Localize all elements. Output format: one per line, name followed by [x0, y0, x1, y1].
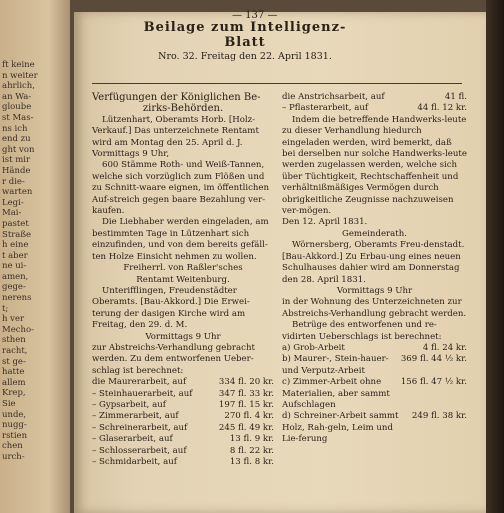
- gutter-line: ahrlich,: [2, 81, 35, 92]
- gutter-line: Mai-: [2, 208, 22, 219]
- notice-craftsmen: Indem die betreffende Handwerks-leute zu dieser Verhandlung hiedurch eingeladen werden, wird bemerkt, daß bei derselben nur solche Handwerks-leute werden zugelassen werden, welche sich über Tüchtigkeit, Rechtschaffenheit und verhältnißmäßiges Vermögen durch obrigkeitliche Zeugnisse nachzuweisen ver-mögen.: [282, 114, 467, 217]
- header-rule: [92, 83, 462, 84]
- cost-label: – Schmidarbeit, auf: [92, 457, 177, 467]
- council-signature: Gemeinderath.: [341, 228, 407, 239]
- cost-value: 347 fl. 33 kr.: [218, 388, 274, 399]
- book-edge: [486, 0, 504, 513]
- gutter-text: [2, 60, 42, 463]
- gutter-line: nerens: [2, 293, 32, 304]
- cost-row: [92, 434, 274, 445]
- cost-value: 44 fl. 12 kr.: [417, 103, 467, 114]
- cost-label: a) Grob-Arbeit: [282, 342, 345, 353]
- time-line-2: Vormittags 9 Uhr: [336, 285, 413, 296]
- cost-label: – Glaserarbeit, auf: [92, 434, 173, 445]
- cost-label: die Anstrichsarbeit, auf: [282, 92, 385, 102]
- notice-unterifflingen-2: zur Abstreichs-Verhandlung gebracht werden. Zu dem entworfenen Ueber-schlag ist berechnet:: [92, 342, 255, 376]
- cost-label: d) Schreiner-Arbeit sammt Holz, Rah-geln, Leim und Lie-ferung: [282, 411, 399, 445]
- notice-woernersberg: Wörnersberg, Oberamts Freu-denstadt. [Bau-Akkord.] Zu Erbau-ung eines neuen Schulhauses dahier wird am Donnerstag den 28. April 1831.: [282, 240, 465, 285]
- gutter-line: st Mas-: [2, 112, 34, 123]
- cost-row: [282, 343, 467, 354]
- cost-row: [92, 411, 274, 422]
- cost-label: – Steinhauerarbeit, auf: [92, 388, 193, 399]
- newspaper-title: Beilage zum Intelligenz-Blatt: [143, 20, 347, 50]
- cost-value: 245 fl. 49 kr.: [218, 422, 274, 433]
- gutter-line: n weiter: [2, 70, 38, 81]
- notice-luetzenhart-2: 600 Stämme Roth- und Weiß-Tannen, welche sich vorzüglich zum Flößen und zu Schnitt-waare eignen, im öffentlichen Auf-streich gegen baare Bezahlung ver-kaufen.: [92, 160, 270, 217]
- gutter-line: hatte: [2, 367, 25, 378]
- gutter-line: amen,: [2, 271, 29, 282]
- cost-list-left: [92, 377, 274, 468]
- cost-value: 13 fl. 8 kr.: [229, 457, 274, 467]
- time-line: Vormittags 9 Uhr: [145, 331, 221, 342]
- page-number: — 137 —: [232, 10, 278, 21]
- gutter-line: Mecho-: [2, 324, 34, 335]
- masthead: [130, 20, 360, 62]
- cost-row: [92, 423, 274, 434]
- cost-value: 156 fl. 47 ½ kr.: [400, 377, 467, 388]
- gutter-line: ft keine: [2, 60, 35, 70]
- gutter-line: ist mir: [2, 155, 31, 166]
- cost-label: c) Zimmer-Arbeit ohne Materialien, aber sammt Aufschlagen: [282, 377, 390, 410]
- gutter-line: Straße: [2, 229, 32, 240]
- gutter-line: gege-: [2, 282, 26, 293]
- gutter-line: allem: [2, 377, 26, 388]
- cost-list-right-top: [282, 92, 467, 115]
- gutter-line: Krep,: [2, 388, 26, 399]
- cost-row: [92, 400, 274, 411]
- cost-row: [92, 377, 274, 388]
- left-column: [92, 92, 274, 468]
- gutter-line: Legi-: [2, 197, 24, 208]
- cost-row: [92, 446, 274, 457]
- gutter-line: gloube: [2, 102, 32, 113]
- gutter-line: urch-: [2, 451, 25, 462]
- section-heading-2: zirks-Behörden.: [142, 103, 224, 115]
- cost-label: – Zimmerarbeit, auf: [92, 411, 179, 422]
- signature-2: Rentamt Weitenburg.: [136, 274, 230, 285]
- gutter-line: t;: [2, 303, 9, 314]
- cost-value: 41 fl.: [444, 92, 467, 102]
- issue-line: Nro. 32. Freitag den 22. April 1831.: [158, 51, 332, 62]
- gutter-line: an Wa-: [2, 91, 32, 102]
- notice-unterifflingen: Unterifflingen, Freudenstädter Oberamts. [Bau-Akkord.] Die Erwei-terung der dasigen Kirche wird am Freitag, den 29. d. M.: [92, 285, 250, 331]
- notice-woernersberg-3: Betrüge des entworfenen und re-vidirten Ueberschlags ist berechnet:: [282, 320, 442, 342]
- cost-list-right: [282, 343, 467, 446]
- gutter-line: unde,: [2, 409, 27, 420]
- cost-value: 249 fl. 38 kr.: [411, 411, 467, 422]
- gutter-line: Sie: [2, 399, 16, 409]
- cost-row: [92, 457, 274, 468]
- gutter-line: h ver: [2, 314, 25, 325]
- cost-label: die Maurerarbeit, auf: [92, 377, 187, 388]
- cost-label: – Schreinerarbeit, auf: [92, 422, 188, 433]
- section-heading: Verfügungen der Königlichen Be-: [92, 92, 261, 103]
- cost-row: [282, 92, 467, 103]
- notice-woernersberg-2: in der Wohnung des Unterzeichneten zur Abstreichs-Verhandlung gebracht werden.: [282, 297, 467, 319]
- gutter-line: pastet: [2, 218, 29, 229]
- gutter-line: ght von: [2, 144, 35, 155]
- gutter-line: r die-: [2, 176, 25, 187]
- right-column: [282, 92, 467, 446]
- gutter-line: racht,: [2, 346, 28, 357]
- gutter-line: nugg-: [2, 420, 27, 431]
- signature-1: Freiherrl. von Raßler'sches: [123, 263, 243, 274]
- cost-value: 369 fl. 44 ½ kr.: [400, 354, 467, 365]
- cost-row: [282, 103, 467, 114]
- gutter-line: end zu: [2, 134, 31, 145]
- cost-label: – Schlosserarbeit, auf: [92, 445, 187, 456]
- gutter-line: Hände: [2, 165, 31, 176]
- cost-row: [282, 354, 467, 377]
- cost-label: – Gypsarbeit, auf: [92, 399, 166, 410]
- gutter-line: rstien: [2, 430, 28, 441]
- cost-value: 4 fl. 24 kr.: [422, 342, 467, 353]
- notice-luetzenhart-3: Die Liebhaber werden eingeladen, am bestimmten Tage in Lützenhart sich einzufinden, und von dem bereits gefäll-ten Holze Einsicht nehmen zu wollen.: [92, 217, 269, 262]
- gutter-line: st ge-: [2, 356, 26, 367]
- cost-value: 270 fl. 4 kr.: [224, 411, 274, 422]
- cost-row: [92, 389, 274, 400]
- cost-row: [282, 377, 467, 411]
- previous-page-gutter: [0, 0, 70, 513]
- gutter-line: ne ui-: [2, 261, 27, 272]
- date-line: Den 12. April 1831.: [282, 217, 368, 228]
- cost-value: 334 fl. 20 kr.: [218, 377, 274, 388]
- cost-label: b) Maurer-, Stein-hauer- und Verputz-Arbeit: [282, 354, 389, 376]
- cost-value: 13 fl. 9 kr.: [229, 434, 274, 445]
- gutter-line: sthen: [2, 335, 26, 346]
- gutter-line: t aber: [2, 250, 28, 261]
- cost-row: [282, 411, 467, 445]
- gutter-line: ns ich: [2, 123, 28, 134]
- cost-value: 8 fl. 22 kr.: [229, 445, 274, 456]
- cost-value: 197 fl. 15 kr.: [218, 399, 274, 410]
- cost-label: – Pflasterarbeit, auf: [282, 103, 369, 114]
- gutter-line: chen: [2, 441, 23, 452]
- gutter-line: warten: [2, 187, 33, 198]
- notice-luetzenhart: Lützenhart, Oberamts Horb. [Holz-Verkauf.] Das unterzeichnete Rentamt wird am Montag den 25. April d. J. Vormittags 9 Uhr,: [92, 114, 259, 160]
- gutter-line: h eine: [2, 240, 29, 251]
